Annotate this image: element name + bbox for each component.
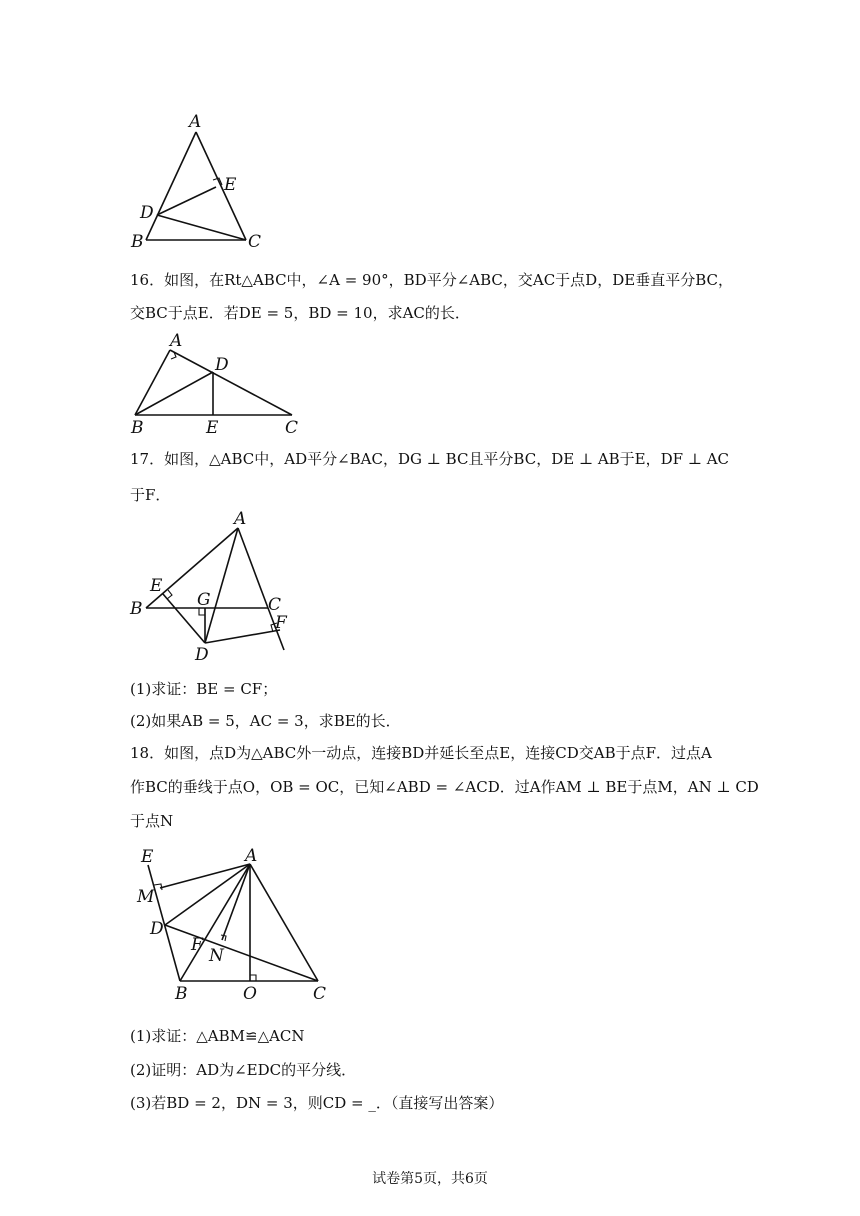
label-a: A xyxy=(170,331,183,351)
q18-part3: (3)若BD = 2，DN = 3，则CD = _．（直接写出答案） xyxy=(130,1094,504,1112)
label-e: E xyxy=(150,576,163,596)
q18-part1: (1)求证：△ABM≌△ACN xyxy=(130,1027,305,1045)
label-c: C xyxy=(268,595,282,615)
q17-part2: (2)如果AB = 5，AC = 3，求BE的长． xyxy=(130,712,401,730)
label-d: D xyxy=(215,355,229,375)
q18-part2: (2)证明：AD为∠EDC的平分线． xyxy=(130,1061,357,1079)
q17-part1: (1)求证：BE = CF； xyxy=(130,680,278,698)
label-n: N xyxy=(209,946,224,966)
q18-text-line1: 18．如图，点D为△ABC外一动点，连接BD并延长至点E，连接CD交AB于点F．过点A xyxy=(130,744,712,762)
segment-ad xyxy=(165,864,250,925)
label-e: E xyxy=(224,175,237,195)
segment-an xyxy=(222,864,250,940)
label-a: A xyxy=(189,112,202,132)
label-a: A xyxy=(234,509,247,529)
label-b: B xyxy=(130,599,143,619)
right-angle-mark-o xyxy=(250,975,256,981)
label-o: O xyxy=(243,984,257,1004)
label-b: B xyxy=(131,232,144,252)
q18-text-line2: 作BC的垂线于点O，OB = OC，已知∠ABD = ∠ACD．过A作AM ⊥ BE于点M，AN ⊥ CD xyxy=(130,778,759,796)
label-f: F xyxy=(191,935,203,955)
label-d: D xyxy=(140,203,154,223)
label-b: B xyxy=(175,984,188,1004)
segment-am xyxy=(160,864,250,888)
label-e: E xyxy=(206,418,219,438)
label-c: C xyxy=(313,984,327,1004)
label-f: F xyxy=(275,613,287,633)
q18-text-line3: 于点N xyxy=(130,812,174,830)
label-d: D xyxy=(195,645,209,665)
page-footer: 试卷第5页，共6页 xyxy=(372,1171,488,1187)
label-a: A xyxy=(245,846,258,866)
figure-18-svg xyxy=(0,0,340,1010)
label-b: B xyxy=(131,418,144,438)
label-e: E xyxy=(141,847,154,867)
label-m: M xyxy=(137,887,155,907)
figure-18 xyxy=(0,0,340,1010)
q16-text-line2: 交BC于点E．若DE = 5，BD = 10，求AC的长． xyxy=(130,304,470,322)
q17-text-line2: 于F． xyxy=(130,486,171,504)
label-g: G xyxy=(197,590,211,610)
label-d: D xyxy=(150,919,164,939)
segment-dc xyxy=(165,925,318,981)
q16-text-line1: 16．如图，在Rt△ABC中，∠A = 90°，BD平分∠ABC，交AC于点D，DE垂直平分BC， xyxy=(130,271,733,289)
segment-ac xyxy=(250,864,318,981)
label-c: C xyxy=(285,418,299,438)
q17-text-line1: 17．如图，△ABC中，AD平分∠BAC，DG ⊥ BC且平分BC，DE ⊥ AB于E，DF ⊥ AC xyxy=(130,450,730,468)
label-c: C xyxy=(248,232,262,252)
